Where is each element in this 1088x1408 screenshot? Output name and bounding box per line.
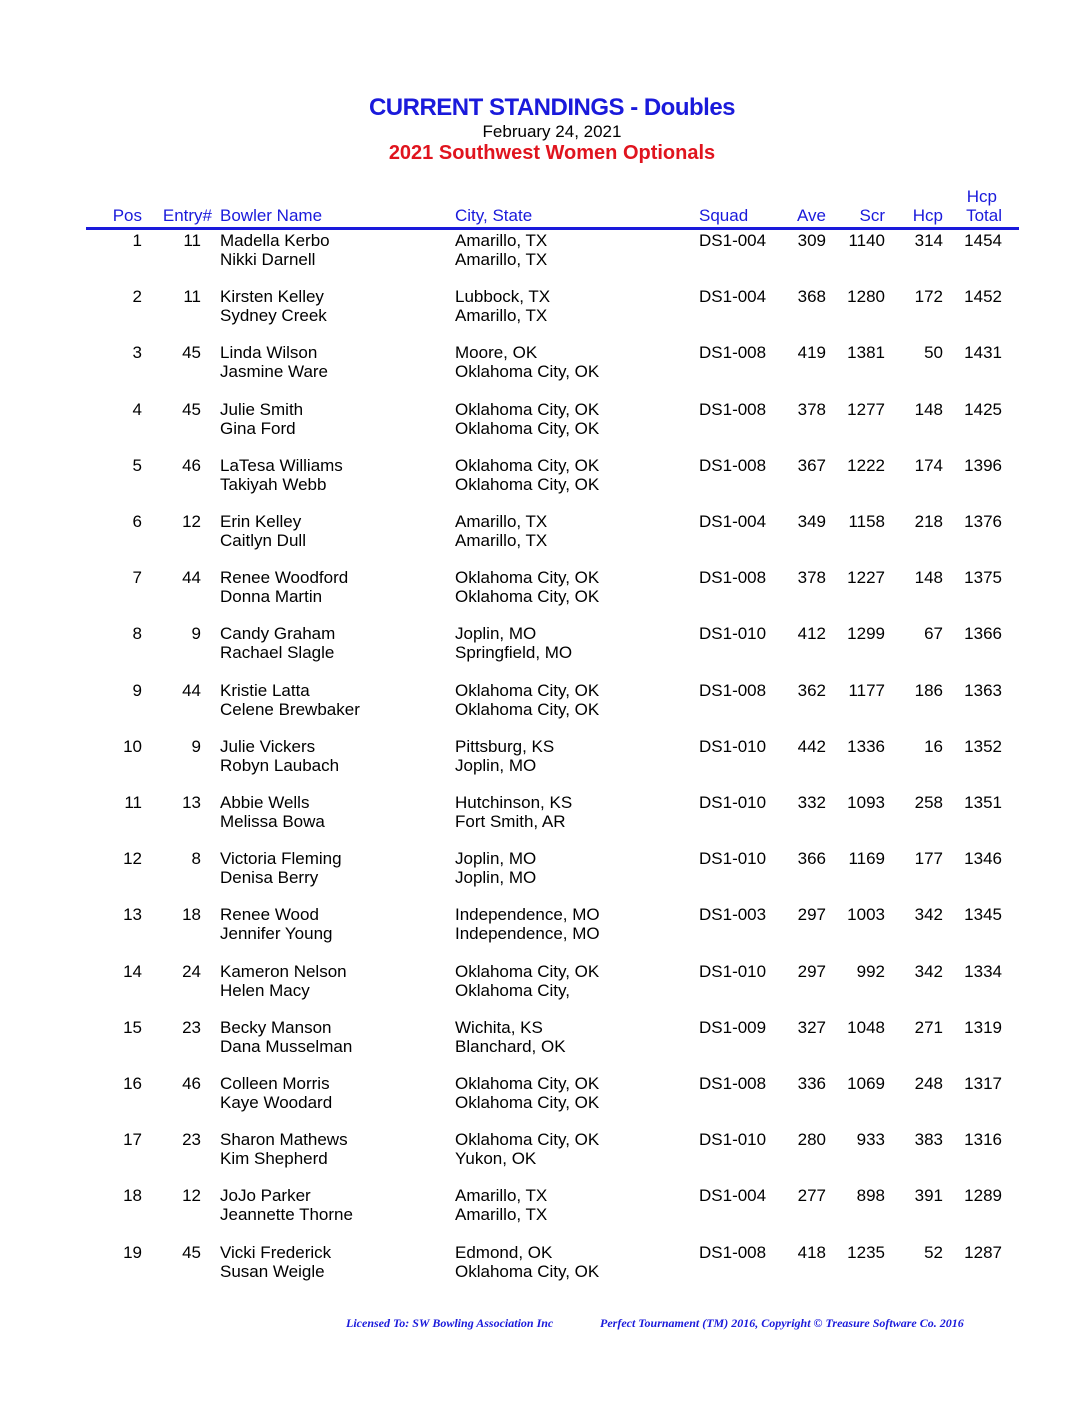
ave-cell: 277 bbox=[797, 1186, 826, 1206]
pos-cell: 14 bbox=[123, 961, 142, 981]
footer-copyright: Perfect Tournament (TM) 2016, Copyright © Treasure Software Co. 2016 bbox=[600, 1316, 964, 1330]
hcp-total-cell: 1363 bbox=[964, 680, 1002, 700]
entry-cell: 13 bbox=[182, 793, 201, 812]
scr-cell: 898 bbox=[856, 1186, 885, 1206]
bowler-name-1: Renee Wood bbox=[220, 905, 319, 925]
entry-cell: 12 bbox=[182, 512, 201, 531]
table-row bbox=[0, 962, 1088, 1018]
bowler-name-2: Jeannette Thorne bbox=[220, 1205, 353, 1225]
column-header-squad: Squad bbox=[699, 206, 749, 225]
bowler-name-2: Jennifer Young bbox=[220, 924, 333, 944]
table-row bbox=[0, 624, 1088, 680]
column-header-hcp-total-top: Hcp bbox=[966, 187, 997, 206]
squad-cell: DS1-004 bbox=[699, 1186, 767, 1206]
pos-cell: 19 bbox=[123, 1242, 142, 1262]
squad-cell: DS1-008 bbox=[699, 1074, 767, 1093]
bowler-name-1: Kameron Nelson bbox=[220, 961, 347, 981]
hcp-cell: 391 bbox=[914, 1186, 943, 1206]
column-header-hcp-total: Total bbox=[966, 206, 1002, 225]
scr-cell: 1381 bbox=[847, 343, 885, 363]
bowler-name-1: Julie Smith bbox=[220, 399, 304, 419]
scr-cell: 933 bbox=[856, 1130, 885, 1150]
table-row bbox=[0, 1018, 1088, 1074]
footer-license: Licensed To: SW Bowling Association Inc bbox=[346, 1316, 554, 1330]
column-header-hcp: Hcp bbox=[912, 206, 943, 225]
bowler-name-2: Helen Macy bbox=[220, 980, 310, 1000]
squad-cell: DS1-004 bbox=[699, 512, 767, 531]
ave-cell: 280 bbox=[797, 1130, 826, 1150]
entry-cell: 45 bbox=[182, 399, 201, 419]
hcp-cell: 148 bbox=[914, 399, 943, 419]
bowler-name-1: Vicki Frederick bbox=[220, 1242, 332, 1262]
city-state-2: Springfield, MO bbox=[455, 643, 573, 663]
squad-cell: DS1-010 bbox=[699, 1130, 767, 1150]
entry-cell: 8 bbox=[191, 849, 201, 869]
squad-cell: DS1-008 bbox=[699, 1242, 767, 1262]
bowler-name-2: Denisa Berry bbox=[220, 868, 319, 888]
ave-cell: 336 bbox=[797, 1074, 826, 1093]
hcp-cell: 383 bbox=[914, 1130, 943, 1150]
table-row bbox=[0, 1074, 1088, 1130]
squad-cell: DS1-010 bbox=[699, 849, 767, 869]
table-row bbox=[0, 1243, 1088, 1299]
hcp-total-cell: 1376 bbox=[964, 512, 1002, 531]
city-state-1: Independence, MO bbox=[455, 905, 600, 925]
ave-cell: 378 bbox=[797, 568, 826, 588]
hcp-cell: 271 bbox=[914, 1017, 943, 1037]
pos-cell: 4 bbox=[132, 399, 142, 419]
entry-cell: 46 bbox=[182, 1074, 201, 1093]
hcp-cell: 314 bbox=[914, 231, 943, 250]
table-row bbox=[0, 793, 1088, 849]
entry-cell: 45 bbox=[182, 1242, 201, 1262]
city-state-2: Oklahoma City, bbox=[455, 980, 570, 1000]
bowler-name-1: Abbie Wells bbox=[220, 793, 310, 812]
hcp-total-cell: 1452 bbox=[964, 287, 1002, 307]
city-state-2: Amarillo, TX bbox=[455, 250, 548, 269]
table-row bbox=[0, 400, 1088, 456]
hcp-total-cell: 1425 bbox=[964, 399, 1002, 419]
bowler-name-2: Sydney Creek bbox=[220, 306, 327, 326]
column-header-bowler-name: Bowler Name bbox=[220, 206, 323, 225]
scr-cell: 1277 bbox=[847, 399, 885, 419]
city-state-2: Amarillo, TX bbox=[455, 531, 548, 550]
page-title: CURRENT STANDINGS - Doubles bbox=[368, 94, 736, 121]
hcp-cell: 186 bbox=[914, 680, 943, 700]
column-header-scr: Scr bbox=[859, 206, 885, 225]
column-header-entry: Entry# bbox=[162, 206, 212, 225]
table-row bbox=[0, 456, 1088, 512]
squad-cell: DS1-010 bbox=[699, 624, 767, 644]
bowler-name-2: Caitlyn Dull bbox=[220, 531, 306, 550]
hcp-total-cell: 1396 bbox=[964, 455, 1002, 475]
city-state-2: Oklahoma City, OK bbox=[455, 474, 600, 494]
scr-cell: 1158 bbox=[848, 512, 885, 531]
table-row bbox=[0, 1130, 1088, 1186]
entry-cell: 24 bbox=[182, 961, 201, 981]
table-row bbox=[0, 512, 1088, 568]
scr-cell: 1280 bbox=[847, 287, 885, 307]
city-state-2: Oklahoma City, OK bbox=[455, 1261, 600, 1281]
scr-cell: 1169 bbox=[848, 849, 885, 869]
scr-cell: 1093 bbox=[847, 793, 885, 812]
bowler-name-1: Candy Graham bbox=[220, 624, 336, 644]
bowler-name-1: Becky Manson bbox=[220, 1017, 332, 1037]
entry-cell: 9 bbox=[191, 624, 201, 644]
entry-cell: 46 bbox=[182, 455, 201, 475]
city-state-1: Lubbock, TX bbox=[455, 287, 551, 307]
hcp-cell: 172 bbox=[914, 287, 943, 307]
ave-cell: 309 bbox=[797, 231, 826, 250]
tournament-name: 2021 Southwest Women Optionals bbox=[388, 142, 716, 164]
ave-cell: 349 bbox=[797, 512, 826, 531]
city-state-1: Hutchinson, KS bbox=[455, 793, 573, 812]
scr-cell: 1048 bbox=[847, 1017, 885, 1037]
squad-cell: DS1-004 bbox=[699, 287, 767, 307]
header-rule bbox=[86, 227, 1019, 230]
city-state-1: Pittsburg, KS bbox=[455, 736, 555, 756]
pos-cell: 15 bbox=[123, 1017, 142, 1037]
squad-cell: DS1-003 bbox=[699, 905, 767, 925]
hcp-total-cell: 1319 bbox=[964, 1017, 1002, 1037]
squad-cell: DS1-009 bbox=[699, 1017, 767, 1037]
pos-cell: 2 bbox=[132, 287, 142, 307]
squad-cell: DS1-004 bbox=[699, 231, 767, 250]
pos-cell: 17 bbox=[123, 1130, 142, 1150]
hcp-total-cell: 1346 bbox=[964, 849, 1002, 869]
column-header-ave: Ave bbox=[797, 206, 826, 225]
table-row bbox=[0, 1186, 1088, 1242]
pos-cell: 1 bbox=[132, 231, 142, 250]
entry-cell: 18 bbox=[182, 905, 201, 925]
city-state-2: Amarillo, TX bbox=[455, 1205, 548, 1225]
city-state-1: Joplin, MO bbox=[455, 849, 537, 869]
bowler-name-1: Sharon Mathews bbox=[220, 1130, 348, 1150]
hcp-cell: 148 bbox=[914, 568, 943, 588]
entry-cell: 11 bbox=[183, 231, 201, 250]
bowler-name-2: Gina Ford bbox=[220, 418, 296, 438]
city-state-1: Oklahoma City, OK bbox=[455, 399, 600, 419]
hcp-total-cell: 1334 bbox=[964, 961, 1002, 981]
squad-cell: DS1-010 bbox=[699, 961, 767, 981]
squad-cell: DS1-010 bbox=[699, 793, 767, 812]
squad-cell: DS1-008 bbox=[699, 343, 767, 363]
entry-cell: 11 bbox=[183, 287, 201, 307]
bowler-name-1: Victoria Fleming bbox=[220, 849, 342, 869]
bowler-name-1: Renee Woodford bbox=[220, 568, 349, 588]
hcp-cell: 248 bbox=[914, 1074, 943, 1093]
bowler-name-1: JoJo Parker bbox=[220, 1186, 311, 1206]
report-date: February 24, 2021 bbox=[482, 122, 622, 141]
city-state-2: Oklahoma City, OK bbox=[455, 418, 600, 438]
city-state-1: Oklahoma City, OK bbox=[455, 568, 600, 588]
city-state-1: Wichita, KS bbox=[455, 1017, 543, 1037]
ave-cell: 327 bbox=[797, 1017, 826, 1037]
ave-cell: 419 bbox=[797, 343, 826, 363]
city-state-2: Amarillo, TX bbox=[455, 306, 548, 326]
pos-cell: 11 bbox=[124, 793, 142, 812]
table-row bbox=[0, 905, 1088, 961]
bowler-name-2: Rachael Slagle bbox=[220, 643, 335, 663]
hcp-total-cell: 1454 bbox=[964, 231, 1002, 250]
bowler-name-1: Linda Wilson bbox=[220, 343, 318, 363]
ave-cell: 297 bbox=[797, 905, 826, 925]
city-state-2: Oklahoma City, OK bbox=[455, 699, 600, 719]
table-row bbox=[0, 681, 1088, 737]
bowler-name-1: Madella Kerbo bbox=[220, 231, 330, 250]
ave-cell: 442 bbox=[797, 736, 826, 756]
city-state-2: Oklahoma City, OK bbox=[455, 1093, 600, 1112]
bowler-name-2: Donna Martin bbox=[220, 587, 323, 607]
city-state-1: Oklahoma City, OK bbox=[455, 1074, 600, 1093]
pos-cell: 9 bbox=[132, 680, 142, 700]
city-state-2: Yukon, OK bbox=[455, 1149, 537, 1169]
ave-cell: 297 bbox=[797, 961, 826, 981]
pos-cell: 7 bbox=[132, 568, 142, 588]
ave-cell: 378 bbox=[797, 399, 826, 419]
hcp-cell: 16 bbox=[924, 736, 943, 756]
scr-cell: 992 bbox=[856, 961, 885, 981]
city-state-1: Oklahoma City, OK bbox=[455, 680, 600, 700]
pos-cell: 16 bbox=[123, 1074, 142, 1093]
table-row bbox=[0, 737, 1088, 793]
scr-cell: 1222 bbox=[847, 455, 885, 475]
city-state-1: Oklahoma City, OK bbox=[455, 1130, 600, 1150]
entry-cell: 44 bbox=[182, 680, 201, 700]
city-state-1: Moore, OK bbox=[455, 343, 538, 363]
city-state-1: Oklahoma City, OK bbox=[455, 961, 600, 981]
hcp-cell: 174 bbox=[914, 455, 943, 475]
squad-cell: DS1-008 bbox=[699, 568, 767, 588]
scr-cell: 1069 bbox=[847, 1074, 885, 1093]
city-state-2: Oklahoma City, OK bbox=[455, 587, 600, 607]
city-state-2: Independence, MO bbox=[455, 924, 600, 944]
scr-cell: 1003 bbox=[847, 905, 885, 925]
bowler-name-1: Julie Vickers bbox=[220, 736, 316, 756]
squad-cell: DS1-010 bbox=[699, 736, 767, 756]
hcp-cell: 218 bbox=[914, 512, 943, 531]
entry-cell: 9 bbox=[191, 736, 201, 756]
squad-cell: DS1-008 bbox=[699, 455, 767, 475]
hcp-cell: 52 bbox=[924, 1242, 943, 1262]
scr-cell: 1235 bbox=[847, 1242, 885, 1262]
column-header-pos: Pos bbox=[112, 206, 142, 225]
bowler-name-2: Melissa Bowa bbox=[220, 812, 325, 831]
hcp-cell: 342 bbox=[914, 905, 943, 925]
ave-cell: 412 bbox=[797, 624, 826, 644]
scr-cell: 1227 bbox=[847, 568, 885, 588]
hcp-total-cell: 1375 bbox=[964, 568, 1002, 588]
city-state-2: Fort Smith, AR bbox=[455, 812, 566, 831]
table-row bbox=[0, 568, 1088, 624]
city-state-1: Edmond, OK bbox=[455, 1242, 553, 1262]
bowler-name-2: Kim Shepherd bbox=[220, 1149, 328, 1169]
bowler-name-1: LaTesa Williams bbox=[220, 455, 343, 475]
entry-cell: 12 bbox=[182, 1186, 201, 1206]
squad-cell: DS1-008 bbox=[699, 680, 767, 700]
ave-cell: 332 bbox=[797, 793, 826, 812]
hcp-total-cell: 1287 bbox=[964, 1242, 1002, 1262]
city-state-2: Joplin, MO bbox=[455, 755, 537, 775]
scr-cell: 1177 bbox=[848, 680, 885, 700]
bowler-name-1: Colleen Morris bbox=[220, 1074, 330, 1093]
city-state-1: Amarillo, TX bbox=[455, 512, 548, 531]
city-state-2: Joplin, MO bbox=[455, 868, 537, 888]
scr-cell: 1336 bbox=[847, 736, 885, 756]
table-row bbox=[0, 343, 1088, 399]
table-row bbox=[0, 287, 1088, 343]
ave-cell: 418 bbox=[797, 1242, 826, 1262]
hcp-total-cell: 1352 bbox=[964, 736, 1002, 756]
pos-cell: 18 bbox=[123, 1186, 142, 1206]
bowler-name-2: Celene Brewbaker bbox=[220, 699, 360, 719]
hcp-total-cell: 1317 bbox=[964, 1074, 1002, 1093]
hcp-cell: 67 bbox=[924, 624, 943, 644]
bowler-name-1: Kirsten Kelley bbox=[220, 287, 324, 307]
city-state-1: Amarillo, TX bbox=[455, 1186, 548, 1206]
pos-cell: 6 bbox=[132, 512, 142, 531]
bowler-name-2: Susan Weigle bbox=[220, 1261, 325, 1281]
column-header-city-state: City, State bbox=[455, 206, 533, 225]
hcp-cell: 50 bbox=[924, 343, 943, 363]
entry-cell: 44 bbox=[182, 568, 201, 588]
hcp-total-cell: 1366 bbox=[964, 624, 1002, 644]
ave-cell: 368 bbox=[797, 287, 826, 307]
city-state-2: Oklahoma City, OK bbox=[455, 362, 600, 382]
scr-cell: 1299 bbox=[847, 624, 885, 644]
pos-cell: 13 bbox=[123, 905, 142, 925]
scr-cell: 1140 bbox=[848, 231, 885, 250]
entry-cell: 23 bbox=[182, 1017, 201, 1037]
squad-cell: DS1-008 bbox=[699, 399, 767, 419]
hcp-total-cell: 1431 bbox=[964, 343, 1002, 363]
city-state-1: Oklahoma City, OK bbox=[455, 455, 600, 475]
pos-cell: 3 bbox=[132, 343, 142, 363]
bowler-name-1: Erin Kelley bbox=[220, 512, 302, 531]
hcp-cell: 258 bbox=[914, 793, 943, 812]
ave-cell: 362 bbox=[797, 680, 826, 700]
table-row bbox=[0, 231, 1088, 287]
bowler-name-2: Jasmine Ware bbox=[220, 362, 329, 382]
pos-cell: 12 bbox=[123, 849, 142, 869]
bowler-name-1: Kristie Latta bbox=[220, 680, 310, 700]
bowler-name-2: Nikki Darnell bbox=[220, 250, 316, 269]
ave-cell: 366 bbox=[797, 849, 826, 869]
hcp-total-cell: 1289 bbox=[964, 1186, 1002, 1206]
pos-cell: 8 bbox=[132, 624, 142, 644]
city-state-2: Blanchard, OK bbox=[455, 1036, 566, 1056]
bowler-name-2: Kaye Woodard bbox=[220, 1093, 333, 1112]
ave-cell: 367 bbox=[797, 455, 826, 475]
city-state-1: Joplin, MO bbox=[455, 624, 537, 644]
entry-cell: 23 bbox=[182, 1130, 201, 1150]
city-state-1: Amarillo, TX bbox=[455, 231, 548, 250]
hcp-total-cell: 1316 bbox=[964, 1130, 1002, 1150]
hcp-total-cell: 1345 bbox=[964, 905, 1002, 925]
bowler-name-2: Dana Musselman bbox=[220, 1036, 353, 1056]
table-row bbox=[0, 849, 1088, 905]
hcp-cell: 177 bbox=[914, 849, 943, 869]
hcp-cell: 342 bbox=[914, 961, 943, 981]
pos-cell: 10 bbox=[123, 736, 142, 756]
hcp-total-cell: 1351 bbox=[964, 793, 1002, 812]
bowler-name-2: Takiyah Webb bbox=[220, 474, 327, 494]
bowler-name-2: Robyn Laubach bbox=[220, 755, 340, 775]
pos-cell: 5 bbox=[132, 455, 142, 475]
entry-cell: 45 bbox=[182, 343, 201, 363]
